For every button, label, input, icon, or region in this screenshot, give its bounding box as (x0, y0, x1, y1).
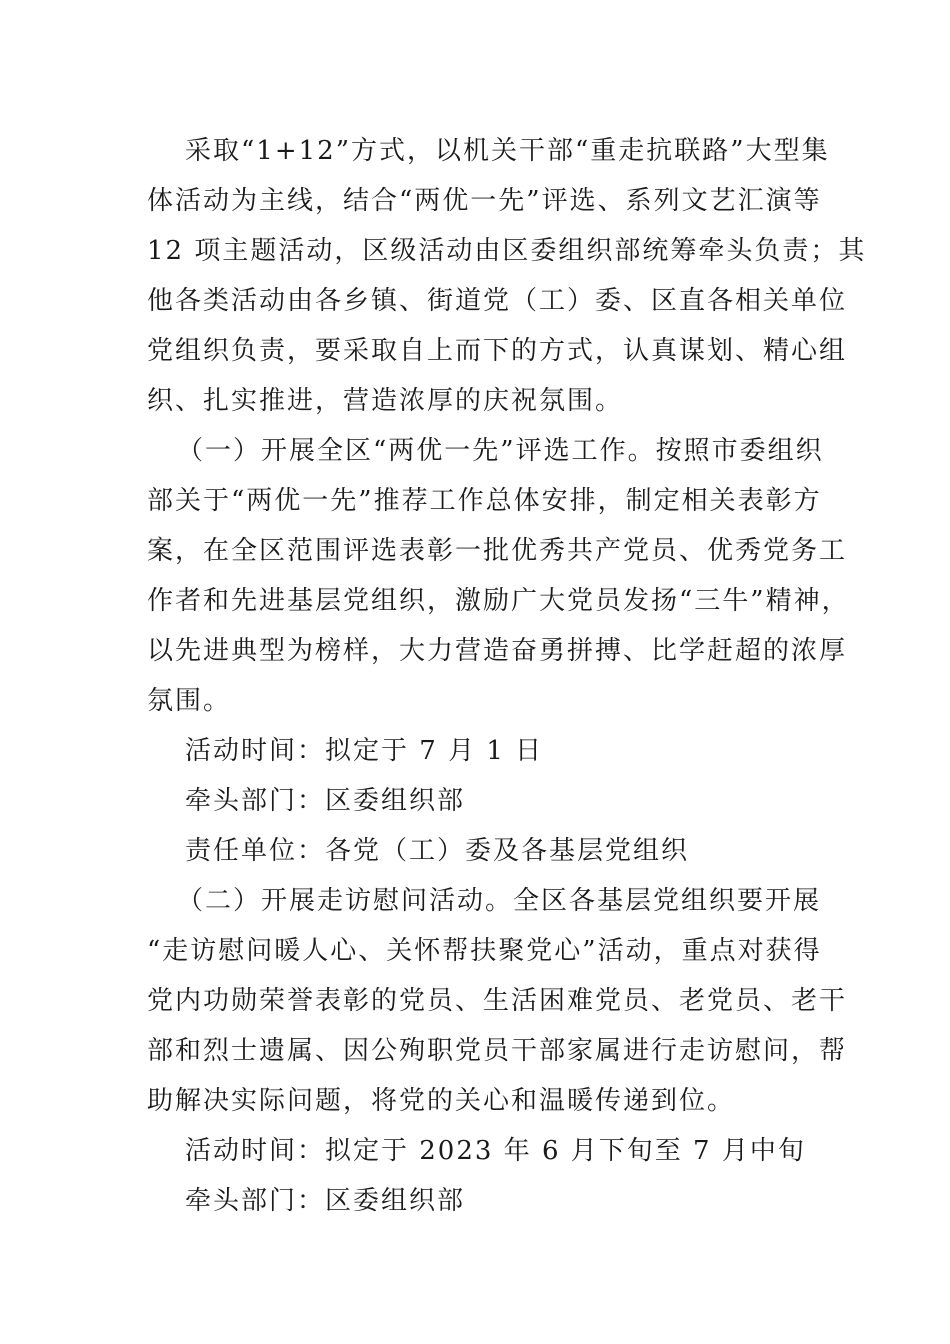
paragraph-line: 助解决实际问题，将党的关心和温暖传递到位。 (147, 1086, 736, 1116)
paragraph-line: 12 项主题活动，区级活动由区委组织部统筹牵头负责；其 (147, 236, 867, 266)
lead-department: 牵头部门：区委组织部 (185, 786, 466, 816)
paragraph-line: 部和烈士遗属、因公殉职党员干部家属进行走访慰问，帮 (147, 1036, 848, 1066)
paragraph-line: 他各类活动由各乡镇、街道党（工）委、区直各相关单位 (147, 286, 848, 316)
paragraph-line: （一）开展全区“两优一先”评选工作。按照市委组织 (177, 436, 824, 466)
paragraph-line: 案，在全区范围评选表彰一批优秀共产党员、优秀党务工 (147, 536, 848, 566)
paragraph-line: 部关于“两优一先”推荐工作总体安排，制定相关表彰方 (147, 486, 822, 516)
paragraph-line: 采取“1+12”方式，以机关干部“重走抗联路”大型集 (185, 136, 830, 166)
paragraph-line: 体活动为主线，结合“两优一先”评选、系列文艺汇演等 (147, 186, 822, 216)
lead-department: 牵头部门：区委组织部 (185, 1186, 466, 1216)
paragraph-line: （二）开展走访慰问活动。全区各基层党组织要开展 (177, 886, 822, 916)
paragraph-line: 织、扎实推进，营造浓厚的庆祝氛围。 (147, 386, 624, 416)
paragraph-line: 以先进典型为榜样，大力营造奋勇拼搏、比学赶超的浓厚 (147, 636, 848, 666)
responsible-unit: 责任单位：各党（工）委及各基层党组织 (185, 836, 690, 866)
paragraph-intro (147, 126, 867, 426)
activity-time: 活动时间：拟定于 2023 年 6 月下旬至 7 月中旬 (185, 1136, 806, 1166)
document-body (147, 126, 867, 1226)
paragraph-line: 党组织负责，要采取自上而下的方式，认真谋划、精心组 (147, 336, 848, 366)
activity-time: 活动时间：拟定于 7 月 1 日 (185, 736, 544, 766)
paragraph-line: “走访慰问暖人心、关怀帮扶聚党心”活动，重点对获得 (147, 936, 822, 966)
paragraph-section-one (147, 426, 850, 726)
paragraph-line: 作者和先进基层党组织，激励广大党员发扬“三牛”精神， (147, 586, 850, 616)
paragraph-line: 氛围。 (147, 686, 232, 716)
paragraph-line: 党内功勋荣誉表彰的党员、生活困难党员、老党员、老干 (147, 986, 848, 1016)
paragraph-section-two (147, 876, 848, 1126)
